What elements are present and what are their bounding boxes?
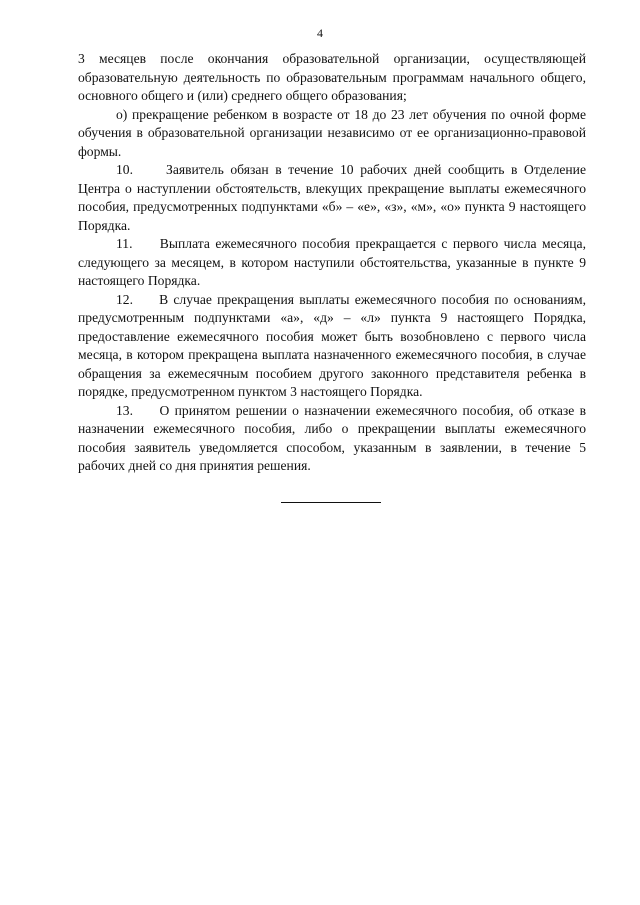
page-number: 4 (317, 26, 323, 40)
document-body (78, 50, 586, 476)
paragraph-continuation: 3 месяцев после окончания образовательной организации, осуществляющей образовательную деятельность по образовательным программам начального общего, основного общего и (или) среднего общего образования; (78, 51, 586, 103)
paragraph-item-13: 13. О принятом решении о назначении ежемесячного пособия, об отказе в назначении ежемесячного пособия, либо о прекращении выплаты ежемесячного пособия заявитель уведомляется способом, указанным в заявлении, в течение 5 рабочих дней со дня принятия решения. (78, 402, 586, 473)
paragraph-item-10: 10. Заявитель обязан в течение 10 рабочих дней сообщить в Отделение Центра о наступлении обстоятельств, влекущих прекращение выплаты ежемесячного пособия, предусмотренных подпунктами «б» – «е», «з», «м», «о» пункта 9 настоящего Порядка. (78, 162, 586, 233)
end-divider-line (281, 502, 381, 503)
paragraph-item-12: 12. В случае прекращения выплаты ежемесячного пособия по основаниям, предусмотренным подпунктами «а», «д» – «л» пункта 9 настоящего Порядка, предоставление ежемесячного пособия может быть возобновлено с первого числа месяца, в котором прекращена выплата назначенного ежемесячного пособия, в случае обращения за ежемесячным пособием другого законного представителя ребенка в порядке, предусмотренном пунктом 3 настоящего Порядка. (78, 291, 586, 399)
paragraph-item-11: 11. Выплата ежемесячного пособия прекращается с первого числа месяца, следующего за месяцем, в котором наступили обстоятельства, указанные в пункте 9 настоящего Порядка. (78, 236, 586, 288)
paragraph-subitem-o: о) прекращение ребенком в возрасте от 18 до 23 лет обучения по очной форме обучения в образовательной организации независимо от ее организационно-правовой формы. (78, 106, 586, 159)
